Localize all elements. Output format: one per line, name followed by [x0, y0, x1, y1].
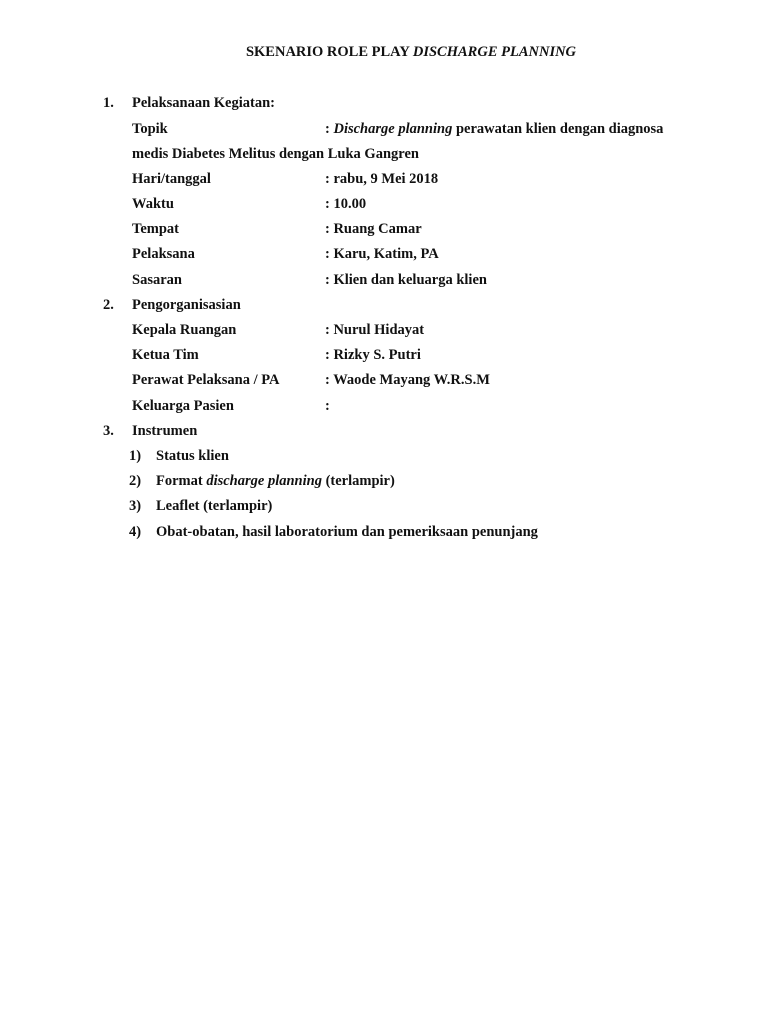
row-sasaran-value: : Klien dan keluarga klien — [325, 272, 487, 288]
row-hari-value: : rabu, 9 Mei 2018 — [325, 171, 439, 187]
row-hari-label: Hari/tanggal — [132, 171, 211, 187]
section-2-heading: Pengorganisasian — [132, 297, 241, 313]
row-pelaksana-label: Pelaksana — [132, 246, 195, 262]
instrumen-item-2-text — [156, 472, 395, 490]
row-ketua-label: Ketua Tim — [132, 347, 199, 363]
row-ketua-value: : Rizky S. Putri — [325, 347, 421, 363]
row-kepala-value: : Nurul Hidayat — [325, 322, 425, 338]
section-3-number: 3. — [103, 423, 114, 439]
row-keluarga-value: : — [325, 398, 330, 414]
title-italic-text: DISCHARGE PLANNING — [412, 44, 577, 60]
section-1-number: 1. — [103, 95, 114, 111]
row-waktu-value: : 10.00 — [325, 196, 367, 212]
row-perawat-value: : Waode Mayang W.R.S.M — [325, 372, 490, 388]
row-topik-value — [325, 120, 663, 138]
title-plain-text: SKENARIO ROLE PLAY — [245, 44, 413, 60]
item-2-text-before: Format — [156, 473, 207, 489]
row-topik-continuation: medis Diabetes Melitus dengan Luka Gangren — [132, 146, 419, 162]
row-keluarga-label: Keluarga Pasien — [132, 398, 234, 414]
section-1-heading: Pelaksanaan Kegiatan: — [132, 95, 275, 111]
row-tempat-value: : Ruang Camar — [325, 221, 422, 237]
instrumen-item-4-text: Obat-obatan, hasil laboratorium dan pemeriksaan penunjang — [156, 524, 538, 540]
instrumen-item-1-text: Status klien — [156, 448, 229, 464]
instrumen-item-3-number: 3) — [129, 498, 142, 514]
document-title — [0, 43, 768, 61]
row-topik-italic: Discharge planning — [333, 121, 453, 137]
row-topik-rest: perawatan klien dengan diagnosa — [452, 121, 664, 137]
row-waktu-label: Waktu — [132, 196, 174, 212]
instrumen-item-4-number: 4) — [129, 524, 142, 540]
row-sasaran-label: Sasaran — [132, 272, 182, 288]
row-topik-colon: : — [325, 121, 334, 137]
section-2-number: 2. — [103, 297, 114, 313]
row-tempat-label: Tempat — [132, 221, 179, 237]
item-2-text-after: (terlampir) — [321, 473, 395, 489]
instrumen-item-3-text: Leaflet (terlampir) — [156, 498, 273, 514]
row-kepala-label: Kepala Ruangan — [132, 322, 237, 338]
section-3-heading: Instrumen — [132, 423, 198, 439]
item-2-text-italic: discharge planning — [206, 473, 322, 489]
row-topik-label: Topik — [132, 121, 168, 137]
row-perawat-label: Perawat Pelaksana / PA — [132, 372, 280, 388]
row-pelaksana-value: : Karu, Katim, PA — [325, 246, 439, 262]
instrumen-item-2-number: 2) — [129, 473, 142, 489]
instrumen-item-1-number: 1) — [129, 448, 142, 464]
